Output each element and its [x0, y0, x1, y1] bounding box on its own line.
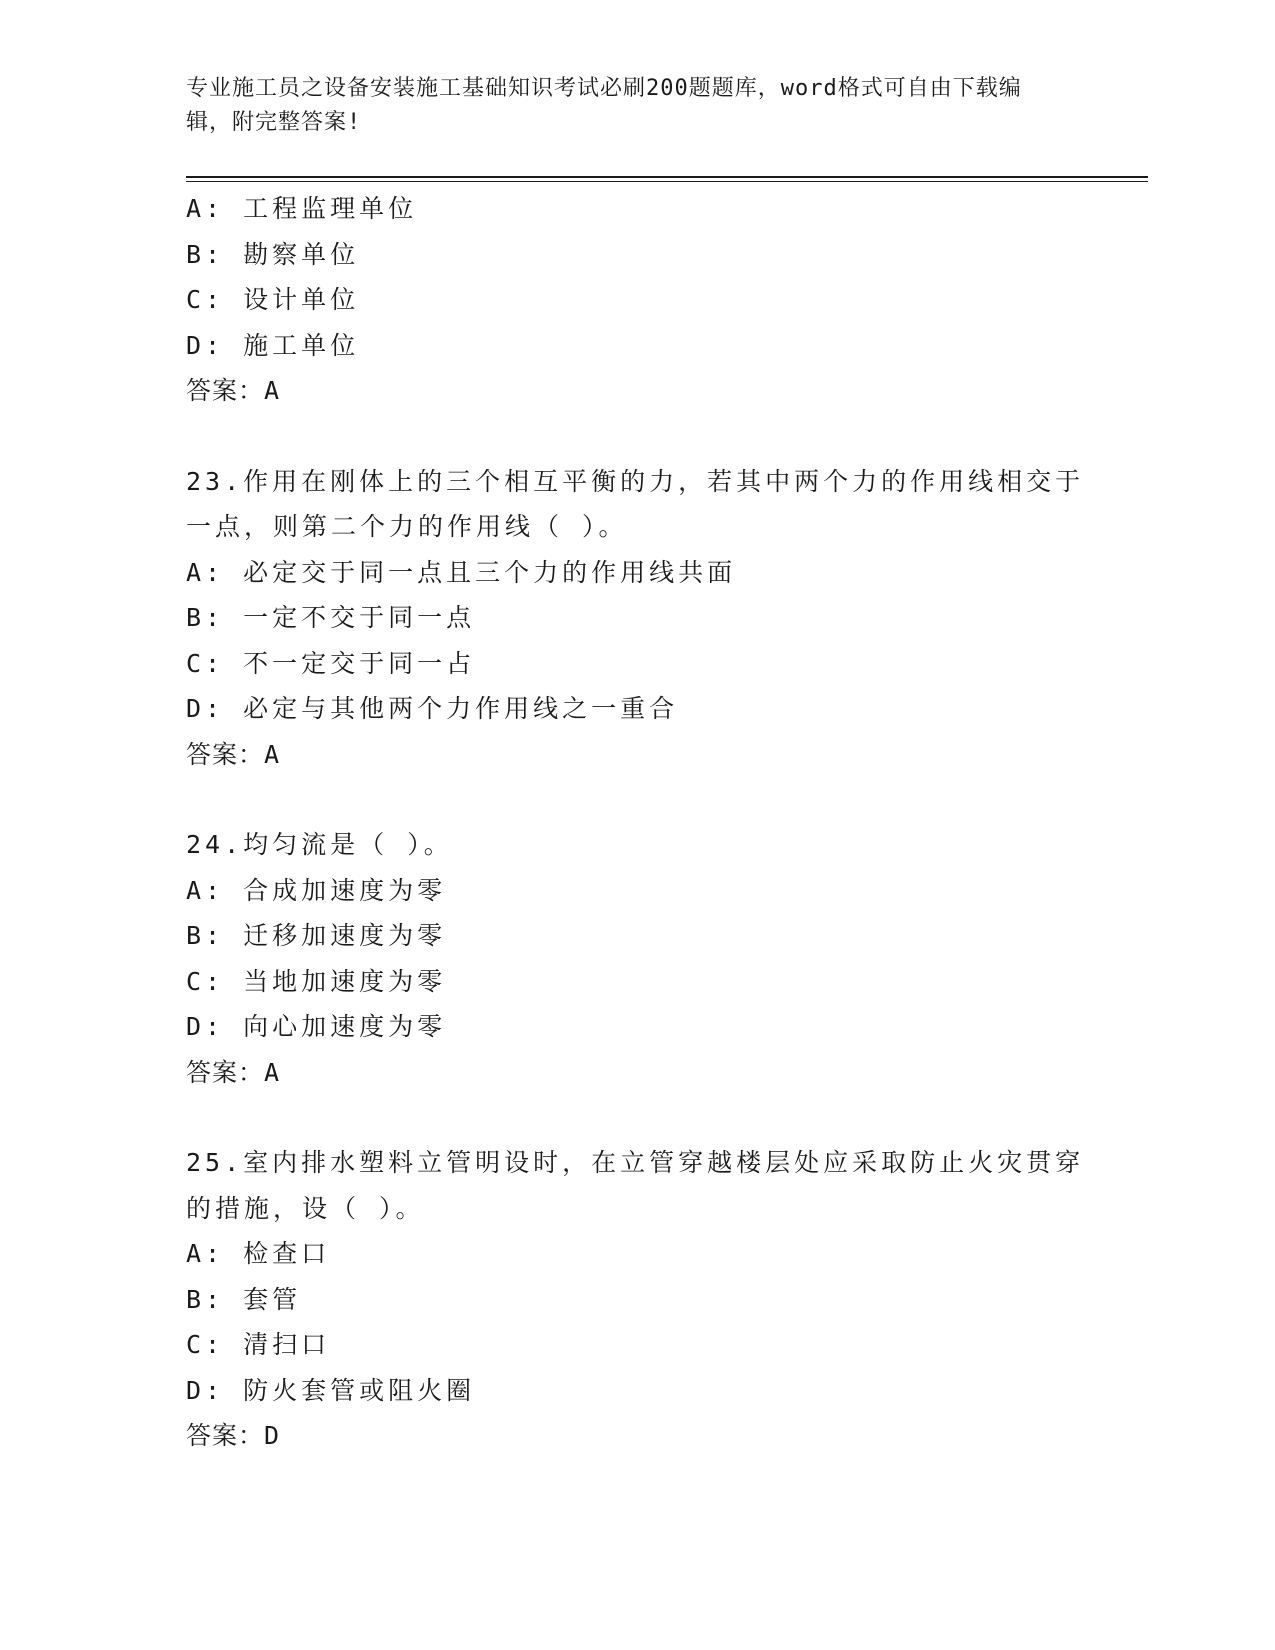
option-c: C: 清扫口: [186, 1330, 331, 1359]
option-a: A: 检查口: [186, 1239, 331, 1268]
question-block-22: [186, 186, 1086, 414]
option-c: C: 不一定交于同一占: [186, 648, 476, 678]
option-a: A: 合成加速度为零: [186, 875, 447, 905]
option-b: B: 迁移加速度为零: [186, 921, 447, 950]
question-block-23: [186, 459, 1086, 778]
answer-line: 答案：D: [186, 1421, 281, 1450]
answer-line: 答案：A: [186, 1057, 281, 1087]
option-d: D: 施工单位: [186, 330, 360, 360]
answer-line: 答案：A: [186, 376, 281, 405]
option-b: B: 套管: [186, 1284, 302, 1314]
option-b: B: 勘察单位: [186, 239, 360, 269]
option-d: D: 必定与其他两个力作用线之一重合: [186, 694, 679, 723]
option-a: A: 必定交于同一点且三个力的作用线共面: [186, 557, 737, 587]
option-d: D: 防火套管或阻火圈: [186, 1375, 476, 1405]
question-text: 23.作用在刚体上的三个相互平衡的力，若其中两个力的作用线相交于一点，则第二个力的作用线（ ）。: [186, 466, 1085, 541]
option-c: C: 设计单位: [186, 285, 360, 314]
question-list: [186, 186, 1086, 1504]
question-block-24: [186, 822, 1086, 1095]
answer-line: 答案：A: [186, 739, 281, 769]
document-header: 专业施工员之设备安装施工基础知识考试必刷200题题库，word格式可自由下载编辑，附完整答案!: [186, 76, 1022, 135]
option-d: D: 向心加速度为零: [186, 1012, 447, 1041]
option-b: B: 一定不交于同一点: [186, 603, 476, 632]
option-c: C: 当地加速度为零: [186, 966, 447, 996]
header-divider-thick: [186, 176, 1148, 178]
question-text: 25.室内排水塑料立管明设时，在立管穿越楼层处应采取防止火灾贯穿的措施，设（ ）。: [186, 1148, 1085, 1223]
option-a: A: 工程监理单位: [186, 194, 418, 223]
question-block-25: [186, 1140, 1086, 1459]
question-text: 24.均匀流是（ ）。: [186, 830, 453, 859]
header-divider-thin: [186, 181, 1148, 182]
